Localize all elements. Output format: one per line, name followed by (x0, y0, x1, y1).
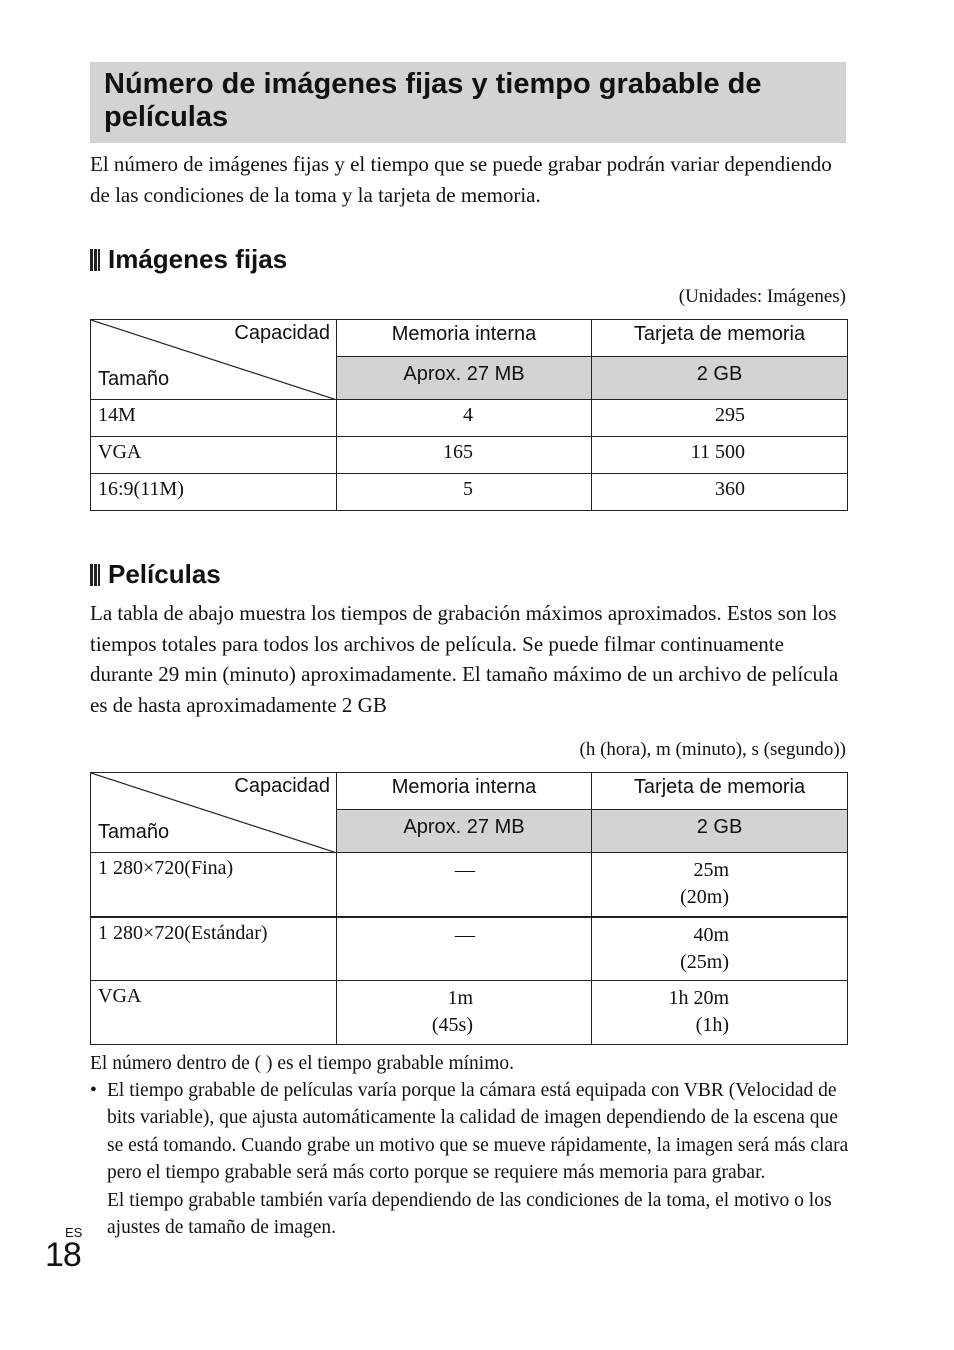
table-corner-cell (91, 320, 337, 400)
vbr-bullet-text-2: El tiempo grabable también varía dependiendo de las condiciones de la toma, el motivo o los ajustes de tamaño de imagen. (107, 1189, 832, 1239)
row-internal-value: 4 (463, 404, 473, 426)
bullet-mark: • (90, 1080, 97, 1101)
row-card-value: 1h 20m (668, 987, 729, 1009)
still-images-table (90, 319, 848, 511)
row-card-value: 25m (693, 859, 729, 881)
section-heading-movies-label: Películas (108, 559, 221, 589)
row-size: 1 280×720(Estándar) (91, 917, 337, 981)
row-size: 16:9(11M) (91, 474, 337, 511)
col-card-header: Tarjeta de memoria (592, 320, 848, 357)
section-heading-movies (90, 559, 221, 590)
table-row (91, 853, 848, 917)
table-header-row (91, 773, 848, 810)
row-card-value: 295 (715, 404, 745, 426)
table-corner-cell (91, 773, 337, 853)
table-header-row (91, 320, 848, 357)
page-language-label: ES (65, 1225, 83, 1240)
row-size: 1 280×720(Fina) (91, 853, 337, 917)
section-heading-still (90, 244, 287, 275)
row-card-min: (20m) (680, 886, 729, 908)
page-number: 18 (45, 1236, 81, 1274)
row-size: VGA (91, 981, 337, 1045)
col-internal-header: Memoria interna (337, 773, 592, 810)
row-internal-value: 5 (463, 478, 473, 500)
size-label: Tamaño (98, 821, 170, 843)
section-marker-icon (90, 564, 100, 586)
table-row (91, 917, 848, 981)
card-capacity-value: 2 GB (592, 810, 848, 853)
page-title: Número de imágenes fijas y tiempo grabable de películas (104, 68, 762, 133)
row-card-value: 360 (715, 478, 745, 500)
still-units-label: (Unidades: Imágenes) (678, 286, 846, 307)
intro-paragraph: El número de imágenes fijas y el tiempo que se puede grabar podrán variar dependiendo de las condiciones de la toma y la tarjeta de memoria. (90, 152, 832, 207)
col-internal-header: Memoria interna (337, 320, 592, 357)
row-internal-value: — (455, 923, 475, 946)
capacity-label: Capacidad (234, 775, 330, 797)
size-label: Tamaño (98, 368, 170, 390)
section-heading-still-label: Imágenes fijas (108, 244, 288, 274)
row-internal-value: 1m (447, 987, 473, 1009)
title-banner (90, 62, 846, 143)
row-card-min: (1h) (695, 1014, 729, 1036)
table-row (91, 437, 848, 474)
capacity-label: Capacidad (234, 322, 330, 344)
row-internal-min: (45s) (431, 1014, 473, 1036)
section-marker-icon (90, 249, 100, 271)
internal-capacity-value: Aprox. 27 MB (337, 357, 592, 400)
card-capacity-value: 2 GB (592, 357, 848, 400)
movies-paragraph: La tabla de abajo muestra los tiempos de grabación máximos aproximados. Estos son los tiempos totales para todos los archivos de película. Se puede filmar continuamente durante 29 min (minuto) aproximadamente. El tamaño máximo de un archivo de película es de hasta aproximadamente 2 GB (90, 601, 839, 717)
row-size: VGA (91, 437, 337, 474)
row-card-min: (25m) (680, 950, 729, 973)
movies-units-label: (h (hora), m (minuto), s (segundo)) (579, 739, 846, 760)
row-card-value: 40m (693, 923, 729, 946)
row-card-value: 11 500 (690, 441, 745, 463)
internal-capacity-value: Aprox. 27 MB (337, 810, 592, 853)
col-card-header: Tarjeta de memoria (592, 773, 848, 810)
table-row (91, 981, 848, 1045)
row-size: 14M (91, 400, 337, 437)
table-row (91, 474, 848, 511)
table-row (91, 400, 848, 437)
row-internal-value: — (455, 859, 475, 881)
vbr-bullet (90, 1077, 850, 1241)
minimum-time-note: El número dentro de ( ) es el tiempo grabable mínimo. (90, 1053, 515, 1074)
row-internal-value: 165 (443, 441, 473, 463)
movies-table (90, 772, 848, 1045)
vbr-bullet-text: El tiempo grabable de películas varía porque la cámara está equipada con VBR (Velocidad de bits variable), que ajusta automáticamente la calidad de imagen dependiendo de la escena que se está tomando. Cuando grabe un motivo que se mueve rápidamente, la imagen será más clara pero el tiempo grabable será más corto porque se requiere más memoria para grabar. (107, 1080, 849, 1184)
